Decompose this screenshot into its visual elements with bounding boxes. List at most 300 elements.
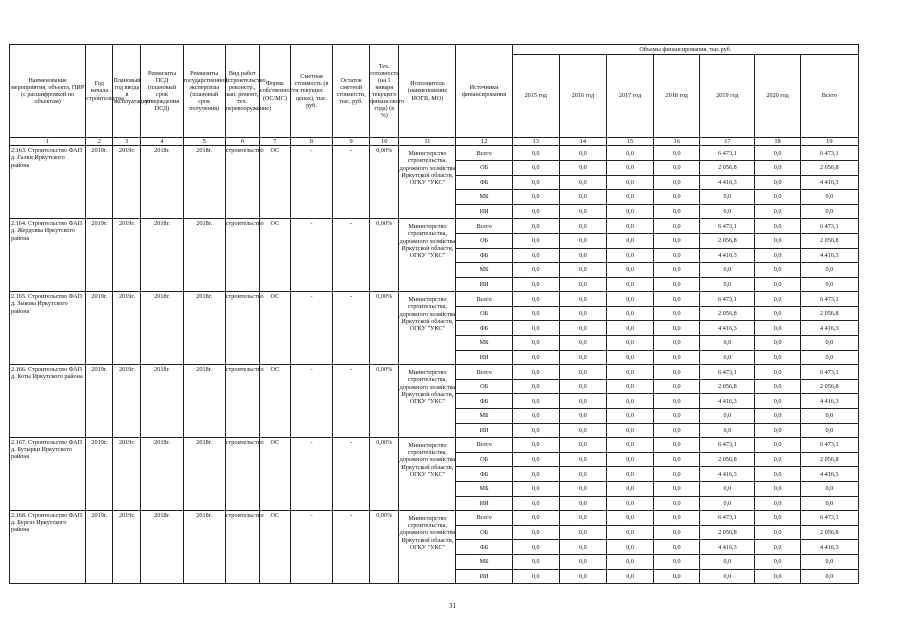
funding-value: 0,0 [512,511,559,526]
column-number: 12 [456,138,512,146]
funding-value: 0,0 [606,336,653,351]
header-work-type: Вид работ (строительство, реконстр., кап. ремонт, тех. перевооружение) [225,45,259,138]
remaining: - [333,438,370,511]
funding-value: 4 416,3 [700,394,755,409]
header-year-2020: 2020 год [755,55,800,138]
column-number: 9 [333,138,370,146]
expertise-date: 2018г. [183,511,225,584]
funding-value: 0,0 [512,554,559,569]
funding-value: 0,0 [559,365,606,380]
funding-value: 0,0 [755,336,800,351]
header-estimate: Сметная стоимость (в текущих ценах), тыс. руб. [290,45,332,138]
funding-value: 0,0 [559,525,606,540]
funding-value: 0,0 [654,452,700,467]
funding-value: 0,0 [700,482,755,497]
financing-table [9,44,859,584]
column-number: 16 [654,138,700,146]
funding-value: 0,0 [512,146,559,161]
funding-value: 0,0 [755,292,800,307]
funding-value: 0,0 [559,336,606,351]
funding-value: 0,0 [800,336,858,351]
funding-value: 4 416,3 [800,394,858,409]
funding-value: 0,0 [512,175,559,190]
funding-value: 0,0 [654,379,700,394]
funding-value: 0,0 [800,554,858,569]
header-psd: Реквизиты ПСД (плановый срок утверждения ПСД) [141,45,183,138]
funding-value: 0,0 [700,277,755,292]
funding-value: 0,0 [755,409,800,424]
funding-value: 6 473,1 [800,146,858,161]
funding-value: 0,0 [512,204,559,219]
funding-value: 0,0 [654,204,700,219]
funding-value: 2 056,8 [700,160,755,175]
funding-value: 0,0 [755,452,800,467]
remaining: - [333,219,370,292]
work-type: строительство [225,146,259,219]
header-remaining: Остаток сметной стоимости, тыс. руб. [333,45,370,138]
expertise-date: 2018г. [183,365,225,438]
funding-value: 0,0 [606,365,653,380]
readiness: 0,00% [370,438,399,511]
object-name: 2.163. Строительство ФАП д. Галки Иркутского района [10,146,86,219]
readiness: 0,00% [370,292,399,365]
ownership: ОС [259,292,290,365]
header-year-2015: 2015 год [512,55,559,138]
funding-value: 0,0 [755,248,800,263]
funding-value: 0,0 [559,277,606,292]
funding-value: 0,0 [512,423,559,438]
funding-value: 0,0 [654,511,700,526]
table-row [10,365,859,380]
funding-value: 0,0 [512,409,559,424]
header-name: Наименование мероприятия, объекта, ПИР (с расшифровкой по объектам) [10,45,86,138]
funding-value: 0,0 [559,160,606,175]
funding-value: 0,0 [512,248,559,263]
start-year: 2019г. [86,146,113,219]
funding-value: 4 416,3 [700,175,755,190]
funding-value: 0,0 [512,379,559,394]
estimate: - [290,146,332,219]
funding-value: 0,0 [654,306,700,321]
work-type: строительство [225,511,259,584]
column-number-row [10,138,859,146]
executor: Министерство строительства, дорожного хозяйства Иркутской области, ОГКУ "УКС" [399,511,456,584]
funding-value: 0,0 [700,350,755,365]
funding-value: 0,0 [700,190,755,205]
funding-value: 0,0 [559,146,606,161]
funding-source: ФБ [456,467,512,482]
funding-value: 4 416,3 [800,467,858,482]
funding-value: 0,0 [700,204,755,219]
funding-value: 0,0 [559,409,606,424]
estimate: - [290,219,332,292]
funding-value: 0,0 [755,482,800,497]
funding-value: 6 473,1 [700,146,755,161]
funding-value: 0,0 [654,190,700,205]
funding-value: 0,0 [512,467,559,482]
header-total: Всего [800,55,858,138]
column-number: 14 [559,138,606,146]
funding-value: 0,0 [700,496,755,511]
funding-source: ИИ [456,204,512,219]
commission-year: 2019г. [113,146,141,219]
column-number: 10 [370,138,399,146]
readiness: 0,00% [370,146,399,219]
funding-source: Всего [456,219,512,234]
funding-value: 0,0 [512,292,559,307]
funding-value: 4 416,3 [800,248,858,263]
funding-source: ОБ [456,233,512,248]
funding-value: 0,0 [606,248,653,263]
work-type: строительство [225,438,259,511]
remaining: - [333,365,370,438]
header-sources: Источники финансирования [456,45,512,138]
object-name: 2.165. Строительство ФАП д. Зыкова Иркутского района [10,292,86,365]
funding-value: 0,0 [559,263,606,278]
funding-source: ИИ [456,569,512,584]
header-expertise: Реквизиты государственной экспертизы (плановый срок получения) [183,45,225,138]
funding-source: МБ [456,336,512,351]
funding-value: 0,0 [654,423,700,438]
column-number: 8 [290,138,332,146]
header-year-2018: 2018 год [654,55,700,138]
funding-value: 0,0 [755,525,800,540]
funding-value: 0,0 [512,438,559,453]
estimate: - [290,511,332,584]
funding-value: 0,0 [606,204,653,219]
expertise-date: 2018г. [183,292,225,365]
funding-value: 0,0 [654,482,700,497]
funding-source: ФБ [456,540,512,555]
executor: Министерство строительства, дорожного хозяйства Иркутской области, ОГКУ "УКС" [399,292,456,365]
header-year-2019: 2019 год [700,55,755,138]
funding-source: ИИ [456,423,512,438]
funding-source: ИИ [456,277,512,292]
funding-value: 0,0 [606,511,653,526]
funding-value: 4 416,3 [700,540,755,555]
funding-value: 0,0 [654,496,700,511]
column-number: 15 [606,138,653,146]
funding-value: 0,0 [700,336,755,351]
object-name: 2.166. Строительство ФАП д. Коты Иркутского района [10,365,86,438]
funding-value: 0,0 [512,336,559,351]
funding-value: 4 416,3 [700,321,755,336]
funding-value: 0,0 [512,350,559,365]
funding-value: 0,0 [654,233,700,248]
funding-value: 0,0 [654,219,700,234]
ownership: ОС [259,146,290,219]
funding-source: Всего [456,365,512,380]
funding-value: 0,0 [700,263,755,278]
funding-value: 0,0 [755,190,800,205]
funding-value: 4 416,3 [800,321,858,336]
funding-source: ФБ [456,248,512,263]
expertise-date: 2018г. [183,219,225,292]
funding-value: 0,0 [559,321,606,336]
funding-value: 0,0 [559,482,606,497]
funding-value: 0,0 [559,569,606,584]
header-readiness: Тех. готовность (на 1 января текущего финансового года) (в %) [370,45,399,138]
column-number: 3 [113,138,141,146]
funding-source: МБ [456,554,512,569]
funding-value: 0,0 [512,219,559,234]
funding-value: 0,0 [512,569,559,584]
funding-value: 0,0 [559,379,606,394]
funding-value: 0,0 [654,540,700,555]
funding-value: 0,0 [654,365,700,380]
header-year-2017: 2017 год [606,55,653,138]
funding-value: 4 416,3 [700,248,755,263]
funding-value: 0,0 [559,350,606,365]
funding-value: 0,0 [512,394,559,409]
funding-value: 0,0 [654,409,700,424]
ownership: ОС [259,219,290,292]
funding-value: 0,0 [755,146,800,161]
funding-source: ФБ [456,175,512,190]
ownership: ОС [259,511,290,584]
funding-value: 2 056,8 [800,525,858,540]
funding-source: ИИ [456,350,512,365]
funding-value: 0,0 [559,496,606,511]
funding-value: 0,0 [606,321,653,336]
column-number: 19 [800,138,858,146]
funding-value: 0,0 [512,321,559,336]
funding-source: МБ [456,482,512,497]
funding-value: 0,0 [700,409,755,424]
column-number: 2 [86,138,113,146]
funding-source: МБ [456,263,512,278]
funding-value: 2 056,8 [800,306,858,321]
funding-value: 0,0 [606,525,653,540]
funding-value: 0,0 [559,248,606,263]
funding-value: 0,0 [512,233,559,248]
psd-date: 2018г. [141,511,183,584]
funding-value: 0,0 [512,540,559,555]
funding-value: 0,0 [606,467,653,482]
funding-value: 0,0 [606,233,653,248]
commission-year: 2019г. [113,438,141,511]
funding-value: 0,0 [755,438,800,453]
work-type: строительство [225,365,259,438]
funding-value: 2 056,8 [800,452,858,467]
column-number: 18 [755,138,800,146]
funding-value: 0,0 [512,525,559,540]
funding-source: Всего [456,292,512,307]
funding-value: 0,0 [512,482,559,497]
funding-value: 0,0 [755,379,800,394]
funding-value: 0,0 [606,263,653,278]
table-row [10,511,859,526]
funding-value: 0,0 [606,554,653,569]
funding-value: 0,0 [512,190,559,205]
funding-value: 2 056,8 [700,452,755,467]
funding-value: 0,0 [512,263,559,278]
funding-value: 0,0 [755,496,800,511]
remaining: - [333,292,370,365]
funding-value: 0,0 [606,160,653,175]
funding-value: 0,0 [559,438,606,453]
funding-value: 0,0 [755,540,800,555]
executor: Министерство строительства, дорожного хозяйства Иркутской области, ОГКУ "УКС" [399,219,456,292]
funding-value: 0,0 [654,554,700,569]
funding-value: 0,0 [700,569,755,584]
funding-value: 0,0 [559,219,606,234]
funding-value: 0,0 [559,423,606,438]
funding-value: 6 473,1 [800,219,858,234]
table-row [10,438,859,453]
column-number: 13 [512,138,559,146]
remaining: - [333,511,370,584]
psd-date: 2018г. [141,219,183,292]
funding-value: 6 473,1 [800,511,858,526]
funding-value: 0,0 [606,350,653,365]
funding-value: 0,0 [654,467,700,482]
funding-value: 0,0 [800,409,858,424]
header-ownership: Форма собственности (ОС/МС) [259,45,290,138]
funding-value: 0,0 [559,554,606,569]
funding-value: 2 056,8 [700,306,755,321]
funding-value: 0,0 [700,423,755,438]
readiness: 0,00% [370,511,399,584]
funding-source: ИИ [456,496,512,511]
funding-value: 0,0 [559,204,606,219]
funding-value: 0,0 [606,379,653,394]
funding-value: 0,0 [654,248,700,263]
table-row [10,292,859,307]
estimate: - [290,438,332,511]
funding-value: 4 416,3 [800,175,858,190]
funding-value: 0,0 [755,350,800,365]
funding-value: 0,0 [606,496,653,511]
psd-date: 2018г. [141,438,183,511]
funding-value: 0,0 [755,233,800,248]
commission-year: 2019г. [113,511,141,584]
column-number: 4 [141,138,183,146]
funding-source: Всего [456,511,512,526]
funding-value: 0,0 [800,423,858,438]
funding-value: 0,0 [755,467,800,482]
funding-value: 6 473,1 [800,365,858,380]
remaining: - [333,146,370,219]
start-year: 2019г. [86,219,113,292]
funding-value: 6 473,1 [700,438,755,453]
table-row [10,219,859,234]
funding-source: ОБ [456,306,512,321]
object-name: 2.167. Строительство ФАП д. Бутырки Иркутского района [10,438,86,511]
estimate: - [290,365,332,438]
funding-value: 0,0 [654,438,700,453]
psd-date: 2018г. [141,292,183,365]
funding-value: 0,0 [654,569,700,584]
funding-value: 0,0 [755,219,800,234]
commission-year: 2019г. [113,365,141,438]
funding-value: 0,0 [700,554,755,569]
funding-value: 0,0 [755,423,800,438]
funding-value: 0,0 [559,394,606,409]
funding-value: 2 056,8 [700,233,755,248]
funding-value: 0,0 [800,482,858,497]
funding-value: 0,0 [800,569,858,584]
readiness: 0,00% [370,365,399,438]
expertise-date: 2018г. [183,438,225,511]
funding-value: 0,0 [654,336,700,351]
funding-value: 0,0 [654,350,700,365]
funding-value: 0,0 [800,277,858,292]
estimate: - [290,292,332,365]
funding-source: Всего [456,438,512,453]
funding-value: 0,0 [559,467,606,482]
funding-value: 0,0 [755,321,800,336]
commission-year: 2019г. [113,219,141,292]
column-number: 6 [225,138,259,146]
object-name: 2.168. Строительство ФАП д. Бургаз Иркутского района [10,511,86,584]
funding-value: 2 056,8 [800,233,858,248]
funding-value: 0,0 [800,204,858,219]
funding-value: 0,0 [654,525,700,540]
commission-year: 2019г. [113,292,141,365]
funding-value: 4 416,3 [700,467,755,482]
funding-value: 0,0 [654,292,700,307]
funding-value: 0,0 [755,365,800,380]
funding-value: 6 473,1 [700,292,755,307]
funding-value: 0,0 [755,306,800,321]
readiness: 0,00% [370,219,399,292]
funding-source: МБ [456,190,512,205]
work-type: строительство [225,219,259,292]
funding-value: 0,0 [606,175,653,190]
work-type: строительство [225,292,259,365]
funding-source: ОБ [456,525,512,540]
column-number: 5 [183,138,225,146]
page-number: 31 [449,602,456,610]
funding-value: 0,0 [606,277,653,292]
funding-value: 0,0 [559,190,606,205]
funding-source: МБ [456,409,512,424]
funding-value: 0,0 [512,452,559,467]
funding-value: 0,0 [606,482,653,497]
funding-value: 0,0 [606,452,653,467]
start-year: 2019г. [86,292,113,365]
header-year-2016: 2016 год [559,55,606,138]
funding-value: 0,0 [800,190,858,205]
funding-value: 0,0 [654,394,700,409]
ownership: ОС [259,365,290,438]
funding-value: 0,0 [559,511,606,526]
funding-value: 0,0 [606,540,653,555]
funding-value: 0,0 [800,496,858,511]
funding-value: 0,0 [559,292,606,307]
funding-value: 0,0 [755,511,800,526]
funding-value: 0,0 [559,540,606,555]
funding-value: 0,0 [755,554,800,569]
funding-value: 0,0 [606,569,653,584]
funding-value: 0,0 [512,277,559,292]
funding-value: 0,0 [559,233,606,248]
funding-value: 0,0 [654,175,700,190]
funding-value: 0,0 [755,160,800,175]
funding-value: 0,0 [512,365,559,380]
funding-value: 0,0 [606,438,653,453]
funding-value: 0,0 [755,569,800,584]
funding-value: 0,0 [654,146,700,161]
expertise-date: 2018г. [183,146,225,219]
funding-value: 0,0 [755,175,800,190]
funding-value: 0,0 [606,409,653,424]
start-year: 2019г. [86,365,113,438]
funding-value: 6 473,1 [700,219,755,234]
funding-value: 0,0 [559,175,606,190]
funding-value: 0,0 [606,292,653,307]
